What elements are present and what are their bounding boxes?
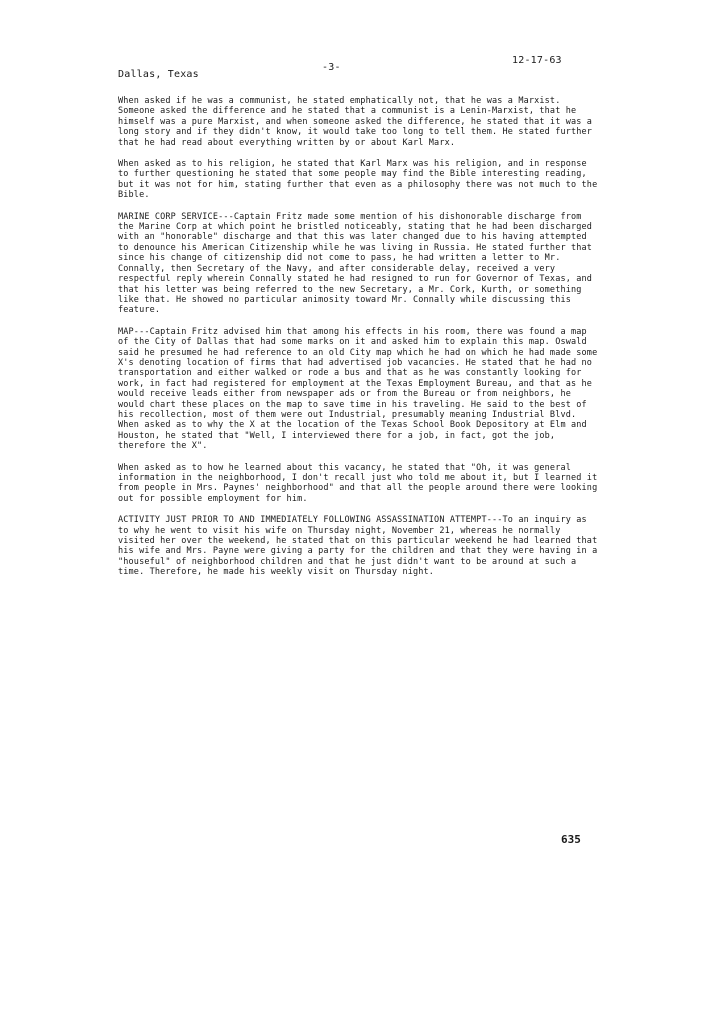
paragraph-activity: ACTIVITY JUST PRIOR TO AND IMMEDIATELY FOLLOWING ASSASSINATION ATTEMPT---To an inquiry as to why he went to visit his wife on Thursday night, November 21, whereas he normally visited her over the weekend, he stated that on this particular weekend he had learned that his wife and Mrs. Payne were giving a party for the children and that they were having in a "houseful" of neighborhood children and that he just didn't want to be around at such a time. Therefore, he made his weekly visit on Thursday night. (118, 515, 598, 578)
paragraph-marine-corp-service: MARINE CORP SERVICE---Captain Fritz made some mention of his dishonorable discharge from the Marine Corp at which point he bristled noticeably, stating that he had been discharged with an "honorable" discharge and that this was later changed due to his having attempted to denounce his American Citizenship while he was living in Russia. He stated further that since his change of citizenship did not come to pass, he had written a letter to Mr. Connally, then Secretary of the Navy, and after considerable delay, received a very respectful reply wherein Connally stated he had resigned to run for Governor of Texas, and that his letter was being referred to the new Secretary, a Mr. Cork, Kurth, or something like that. He showed no particular animosity toward Mr. Connally while discussing this feature. (118, 211, 593, 316)
document-location: Dallas, Texas (118, 69, 199, 80)
paragraph-religion: When asked as to his religion, he stated that Karl Marx was his religion, and in response to further questioning he stated that some people may find the Bible interesting reading, but it was not for him, stating further that even as a philosophy there was not much to the Bible. (118, 159, 598, 201)
paragraph-map: MAP---Captain Fritz advised him that among his effects in his room, there was found a map of the City of Dallas that had some marks on it and asked him to explain this map. Oswald said he presumed he had reference to an old City map which he had on which he had made some X's denoting location of firms that had advertised job vacancies. He stated that he had no transportation and either walked or rode a bus and that as he was constantly looking for work, in fact had registered for employment at the Texas Employment Bureau, and that as he would receive leads either from newspaper ads or from the Bureau or from neighbors, he would chart these places on the map to save time in his traveling. He said to the best of his recollection, most of them were out Industrial, presumably meaning Industrial Blvd. When asked as to why the X at the location of the Texas School Book Depository at Elm and Houston, he stated that "Well, I interviewed there for a job, in fact, got the job, therefore the X". (118, 326, 598, 452)
paragraph-vacancy: When asked as to how he learned about this vacancy, he stated that "Oh, it was general information in the neighborhood, I don't recall just who told me about it, but I learned it from people in Mrs. Paynes' neighborhood" and that all the people around there were looking out for possible employment for him. (118, 462, 598, 504)
page-number: -3- (322, 62, 341, 73)
document-body (118, 96, 602, 589)
document-date: 12-17-63 (512, 55, 562, 66)
exhibit-number: 635 (561, 833, 581, 846)
paragraph-communism: When asked if he was a communist, he stated emphatically not, that he was a Marxist. Someone asked the difference and he stated that a communist is a Lenin-Marxist, that he himself was a pure Marxist, and when someone asked the difference, he stated that it was a long story and if they didn't know, it would take too long to tell them. He stated further that he had read about everything written by or about Karl Marx. (118, 96, 593, 148)
